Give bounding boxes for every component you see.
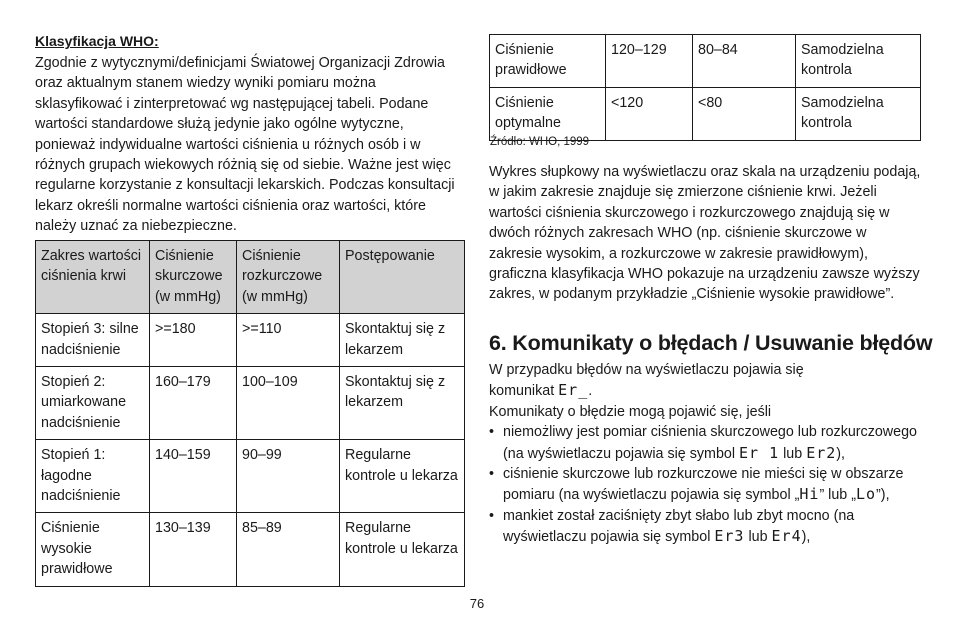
error-symbol: Er 1 xyxy=(739,443,780,462)
table-cell: Skontaktuj się z lekarzem xyxy=(340,314,465,367)
table-cell: 130–139 xyxy=(150,513,237,586)
who-intro-paragraph: Zgodnie z wytycznymi/definicjami Światowej Organizacji Zdrowia oraz aktualnym stanem wiedzy wyniki pomiaru można sklasyfikować i zinterpretować wg następującej tabeli. Podane wartości standardowe służą jedynie jako ogólne wytyczne, ponieważ indywidualne wartości ciśnienia u różnych osób i w różnych grupach wiekowych różnią się od siebie. Ważne jest więc regularne korzystanie z konsultacji lekarskich. Podczas konsultacji lekarz określi normalne wartości ciśnienia oraz wartości, które należy uznać za niebezpieczne. xyxy=(35,55,455,235)
table-header-row xyxy=(36,241,465,314)
section-title: 6. Komunikaty o błędach / Usuwanie błędów xyxy=(489,331,933,355)
table-cell: Skontaktuj się z lekarzem xyxy=(340,367,465,440)
error-bullet xyxy=(489,422,921,464)
bullet-text-part: ), xyxy=(801,529,811,546)
table-row xyxy=(36,367,465,440)
bullet-text-part: niemożliwy jest pomiar ciśnienia skurczowego lub rozkurczowego (na wyświetlaczu pojawia się symbol xyxy=(503,424,917,462)
table-cell: >=110 xyxy=(237,314,340,367)
table-cell: Stopień 3: silne nadciśnienie xyxy=(36,314,150,367)
error-bullet xyxy=(489,464,921,506)
error-symbol: Er2 xyxy=(806,443,837,462)
table-cell: 140–159 xyxy=(150,440,237,513)
table-cell: >=180 xyxy=(150,314,237,367)
bullet-text-part: lub xyxy=(783,445,803,462)
who-classification-heading: Klasyfikacja WHO: xyxy=(35,33,159,49)
table-cell: 160–179 xyxy=(150,367,237,440)
table-cell: <120 xyxy=(606,87,693,140)
table-cell: Ciśnienie prawidłowe xyxy=(490,35,606,88)
punctuation: . xyxy=(588,383,593,400)
error-symbol: Er_ xyxy=(558,381,589,400)
error-bullet xyxy=(489,506,921,548)
bullet-text xyxy=(503,422,921,464)
error-symbol: Er4 xyxy=(771,527,802,546)
table-cell: Stopień 2: umiarkowane nadciśnienie xyxy=(36,367,150,440)
table-row xyxy=(36,513,465,586)
table-cell: Regularne kontrole u lekarza xyxy=(340,513,465,586)
header-cell: Zakres wartości ciśnienia krwi xyxy=(36,241,150,314)
who-classification-table-continued xyxy=(489,34,921,141)
error-intro-line xyxy=(489,380,921,401)
bullet-text-part: ” lub „ xyxy=(819,487,856,504)
table-row xyxy=(490,35,921,88)
table-row xyxy=(36,440,465,513)
error-intro-line: W przypadku błędów na wyświetlaczu pojawia się xyxy=(489,362,804,378)
table-cell: Regularne kontrole u lekarza xyxy=(340,440,465,513)
table-cell: 120–129 xyxy=(606,35,693,88)
who-classification-table xyxy=(35,240,465,587)
table-row xyxy=(36,314,465,367)
bullet-text xyxy=(503,464,921,506)
table-cell: Stopień 1: łagodne nadciśnienie xyxy=(36,440,150,513)
error-symbol: Hi xyxy=(799,485,820,504)
table-cell: <80 xyxy=(693,87,796,140)
header-cell: Postępowanie xyxy=(340,241,465,314)
error-symbol: Er3 xyxy=(714,527,745,546)
table-cell: Ciśnienie optymalne xyxy=(490,87,606,140)
bullet-text xyxy=(503,506,921,548)
header-cell: Ciśnienie skurczowe (w mmHg) xyxy=(150,241,237,314)
error-intro-text: komunikat xyxy=(489,383,555,400)
bullet-text-part: ”), xyxy=(876,487,890,504)
bullet-text-part: ), xyxy=(836,445,846,462)
page-number: 76 xyxy=(469,596,485,611)
error-messages-body xyxy=(489,360,921,548)
bullet-icon: • xyxy=(489,424,495,441)
table-cell: 80–84 xyxy=(693,35,796,88)
table-cell: 85–89 xyxy=(237,513,340,586)
header-cell: Ciśnienie rozkurczowe (w mmHg) xyxy=(237,241,340,314)
table-cell: 90–99 xyxy=(237,440,340,513)
table-cell: Ciśnienie wysokie prawidłowe xyxy=(36,513,150,586)
table-cell: 100–109 xyxy=(237,367,340,440)
table-cell: Samodzielna kontrola xyxy=(796,35,921,88)
bar-graph-description: Wykres słupkowy na wyświetlaczu oraz skala na urządzeniu podają, w jakim zakresie znajduje się zmierzone ciśnienie krwi. Jeżeli wartości ciśnienia skurczowego i rozkurczowego znajdują się w dwóch różnych zakresach WHO (np. ciśnienie skurczowe w zakresie wysokim, a rozkurczowe w zakresie prawidłowym), graficzna klasyfikacja WHO pokazuje na urządzeniu zawsze wyższy zakres, w podanym przykładzie „Ciśnienie wysokie prawidłowe”. xyxy=(489,164,921,303)
bullet-icon: • xyxy=(489,466,495,483)
error-intro-line: Komunikaty o błędzie mogą pojawić się, jeśli xyxy=(489,403,772,420)
table-cell: Samodzielna kontrola xyxy=(796,87,921,140)
table-row xyxy=(490,87,921,140)
error-symbol: Lo xyxy=(855,485,877,504)
bullet-text-part: ciśnienie skurczowe lub rozkurczowe nie mieści się w obszarze pomiaru (na wyświetlaczu pojawia się symbol „ xyxy=(503,466,904,504)
bullet-text-part: mankiet został zaciśnięty zbyt słabo lub zbyt mocno (na wyświetlaczu pojawia się symbol xyxy=(503,507,855,546)
table-source-note: Źródło: WHO, 1999 xyxy=(490,136,590,148)
bullet-text-part: lub xyxy=(748,529,768,546)
bullet-icon: • xyxy=(489,507,495,524)
